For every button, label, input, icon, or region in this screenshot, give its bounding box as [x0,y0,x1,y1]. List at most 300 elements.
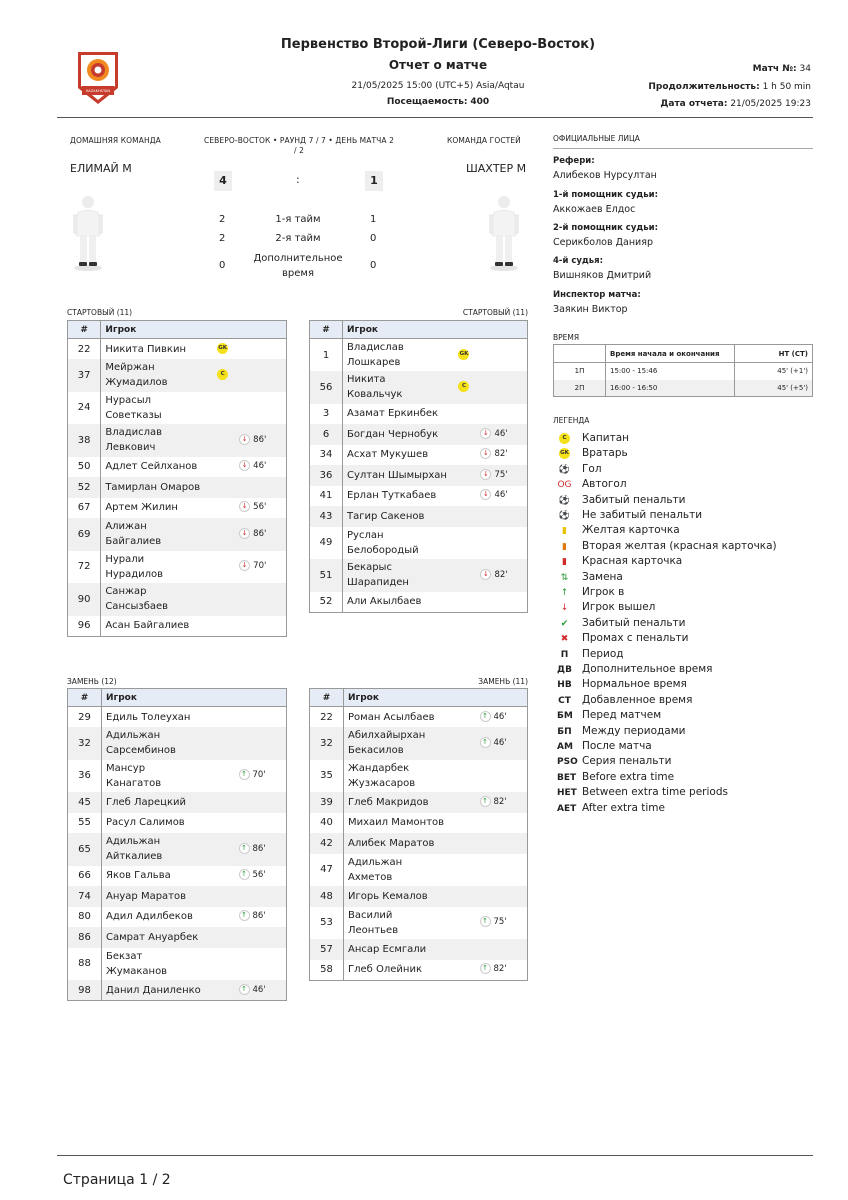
match-duration: Продолжительность: 1 h 50 min [648,82,811,92]
table-row [310,813,528,834]
legend-item [557,647,624,662]
player-in-icon: ↑ [560,588,569,598]
player-name: Яков Гальва [106,870,171,882]
legend-abbreviation: ДВ [557,665,572,675]
page-number: Страница 1 / 2 [63,1172,171,1188]
legend-item [557,616,686,631]
table-row [310,854,528,887]
player-out-icon: ↓ [239,434,250,445]
legend-abbreviation: СТ [558,695,571,706]
goalkeeper-icon: GK [458,349,469,360]
player-number: 40 [310,813,344,834]
player-number: 55 [68,813,102,834]
player-number: 34 [310,445,343,466]
away-starting-table [309,320,528,613]
player-number: 98 [68,980,102,1001]
player-out-icon: ↓ [560,603,569,614]
home-subs-label: ЗАМЕНЬ (12) [67,677,117,686]
legend-abbreviation: БП [557,726,572,737]
legend-label: Добавленное время [582,693,693,706]
legend-abbreviation: BET [557,772,577,783]
player-in-icon: ↑ [480,916,491,927]
player-number: 36 [310,465,343,486]
sub-minute: 56' [253,502,267,513]
sub-minute: 46' [494,490,508,501]
penalty-miss-icon: ✖ [560,634,569,645]
time-table [553,344,813,397]
legend-item [557,708,661,723]
sub-minute: 75' [493,917,507,928]
table-row [68,980,287,1001]
player-name: Адильжан Сарсембинов [102,727,217,760]
player-out-icon: ↓ [239,501,250,512]
legend-label: Период [582,647,624,660]
player-name: Ерлан Туткабаев [347,490,437,502]
legend-item [557,570,623,585]
home-subs-table [67,688,287,1001]
legend-label: После матча [582,740,652,752]
legend-item [557,523,680,538]
player-number: 37 [68,359,101,392]
player-name: Михаил Мамонтов [348,817,445,829]
legend-label: Промах с пенальти [582,632,689,645]
player-name: Бекзат Жумаканов [106,950,168,977]
player-name: Адильжан Ахметов [348,856,403,883]
table-row [68,727,287,760]
player-number: 3 [310,404,343,425]
officials-title: ОФИЦИАЛЬНЫЕ ЛИЦА [553,134,640,143]
player-number: 32 [68,727,102,760]
col-player-header: Игрок [101,321,287,339]
player-number: 22 [68,339,101,360]
player-number: 52 [310,592,343,613]
table-row [68,948,287,981]
table-row [68,583,287,616]
sub-minute: 70' [252,770,266,781]
table-row [68,866,287,887]
extra-time-home: 0 [219,260,226,271]
official-name-ar2: Серикболов Данияр [553,237,653,248]
player-number: 80 [68,907,102,928]
table-row [68,907,287,928]
legend-item [557,539,777,554]
table-row [68,424,287,457]
period-1-away: 1 [370,214,377,225]
player-name: Бекарыс Шарапиден [343,559,459,592]
player-name: Алижан Байгалиев [101,518,217,551]
player-in-icon: ↑ [239,843,250,854]
player-number: 35 [310,760,344,793]
player-out-icon: ↓ [239,528,250,539]
table-row [310,506,528,527]
player-number: 58 [310,960,344,981]
player-name: Глеб Ларецкий [102,792,217,813]
sub-minute: 86' [253,434,267,445]
period-1-label: 1-я тайм [275,214,321,225]
official-role-ar1: 1-й помощник судьи: [553,190,658,200]
player-in-icon: ↑ [239,769,250,780]
player-name: Расул Салимов [106,817,185,829]
player-name: Никита Пивкин [105,343,187,355]
player-number: 90 [68,583,101,616]
sub-minute: 46' [493,737,507,748]
league-logo [74,50,122,106]
player-name: Абилхайырхан Бекасилов [344,727,458,760]
table-row [310,707,528,728]
table-row [310,886,528,907]
legend-label: Красная карточка [582,555,683,568]
legend-item [557,801,665,816]
col-number-header: # [68,689,102,707]
official-role-inspector: Инспектор матча: [553,290,641,300]
player-number: 41 [310,486,343,507]
sub-minute: 82' [494,449,508,460]
player-name: Асхат Мукушев [347,449,429,461]
legend-label: Гол [582,462,602,475]
legend-abbreviation: AET [557,803,577,814]
table-row [68,359,287,392]
home-team-label: ДОМАШНЯЯ КОМАНДА [70,136,161,145]
legend-item [557,446,628,461]
player-name: Артем Жилин [105,502,178,514]
col-player-header: Игрок [343,321,528,339]
player-number: 38 [68,424,101,457]
score-separator: : [296,173,300,186]
away-subs-table [309,688,528,981]
legend-item [557,770,674,785]
legend-label: Забитый пенальти [582,493,686,506]
player-name: Тамирлан Омаров [101,477,217,498]
period-2-away: 0 [370,233,377,244]
home-player-avatar-icon [70,192,106,272]
table-row [68,760,287,793]
player-number: 88 [68,948,102,981]
attendance: Посещаемость: 400 [386,97,490,107]
player-number: 43 [310,506,343,527]
legend-label: Игрок в [582,586,625,598]
table-row [68,792,287,813]
sub-minute: 86' [253,528,267,539]
player-name: Владислав Лошкарев [347,342,404,368]
legend-label: Замена [582,570,623,583]
time-col-range: Время начала и окончания [606,345,735,363]
legend-item [557,677,687,692]
table-row [310,907,528,940]
player-in-icon: ↑ [480,796,491,807]
player-number: 56 [310,371,343,404]
goalkeeper-icon: GK [557,447,572,462]
home-starting-label: СТАРТОВЫЙ (11) [67,308,133,317]
player-name: Али Акылбаев [347,596,422,607]
legend-abbreviation: HET [557,788,577,799]
sub-minute: 56' [252,870,266,881]
sub-minute: 46' [252,984,266,995]
player-name: Санжар Сансызбаев [101,583,217,616]
official-role-ar2: 2-й помощник судьи: [553,223,658,233]
captain-icon: C [557,432,572,447]
table-row [310,760,528,793]
player-name: Алибек Маратов [344,833,458,854]
player-in-icon: ↑ [480,963,491,974]
player-number: 74 [68,886,102,907]
yellow-card-icon: ▮ [562,526,567,537]
official-name-ar1: Аккожаев Елдос [553,204,636,215]
table-row [310,592,528,613]
player-number: 52 [68,477,101,498]
official-role-fourth: 4-й судья: [553,256,604,266]
col-number-header: # [310,321,343,339]
player-in-icon: ↑ [239,869,250,880]
player-number: 22 [310,707,344,728]
table-row [310,727,528,760]
legend-label: Автогол [582,478,627,491]
player-name: Самрат Ануарбек [102,927,217,948]
officials-divider [553,148,813,149]
sub-minute: 82' [494,569,508,580]
player-name: Жандарбек Жузжасаров [348,762,416,789]
player-number: 36 [68,760,102,793]
player-number: 47 [310,854,344,887]
match-number: Матч №: 34 [752,64,811,74]
time-col-ht: HT (CT) [735,345,813,363]
player-in-icon: ↑ [480,737,491,748]
table-row [310,792,528,813]
table-row [68,392,287,425]
legend-label: Капитан [582,432,629,444]
sub-minute: 86' [252,911,266,922]
player-number: 1 [310,339,343,372]
own-goal-icon: OG [557,480,572,491]
table-row [68,551,287,584]
time-row: 1П 15:00 - 15:46 45' (+1') [554,363,813,380]
player-number: 42 [310,833,344,854]
round-info: СЕВЕРО-ВОСТОК • РАУНД 7 / 7 • ДЕНЬ МАТЧА 2 / 2 [204,136,394,155]
captain-icon: C [217,369,228,380]
table-row [310,339,528,372]
player-number: 50 [68,457,101,478]
player-name: Данил Даниленко [102,980,217,1001]
legend-item [557,431,629,446]
table-row [310,445,528,466]
legend-item [557,785,728,800]
time-title: ВРЕМЯ [553,333,580,342]
sub-minute: 70' [253,561,267,572]
home-score: 4 [214,171,232,191]
legend-label: Нормальное время [582,678,687,691]
official-name-referee: Алибеков Нурсултан [553,170,657,181]
table-row [68,833,287,866]
legend-abbreviation: НВ [557,680,572,691]
legend-abbreviation: АМ [557,742,573,752]
player-out-icon: ↓ [480,569,491,580]
player-name: Султан Шымырхан [343,465,459,486]
table-row [310,559,528,592]
player-name: Нурали Нурадилов [105,553,164,580]
player-number: 66 [68,866,102,887]
player-name: Владислав Левкович [101,424,217,457]
sub-minute: 46' [494,428,508,439]
table-row [68,813,287,834]
penalty-check-icon: ✔ [560,618,569,629]
legend-label: Забитый пенальти [582,616,686,629]
legend-item [557,600,655,615]
player-in-icon: ↑ [239,910,250,921]
player-in-icon: ↑ [480,711,491,722]
table-row [68,477,287,498]
penalty-scored-icon: ⚽ [558,495,571,506]
legend-label: Не забитый пенальти [582,509,703,521]
table-row [310,939,528,960]
player-name: Руслан Белобородый [347,529,419,556]
player-number: 51 [310,559,343,592]
extra-time-away: 0 [370,260,377,271]
header-divider [57,117,813,118]
legend-label: Before extra time [582,770,675,783]
player-number: 45 [68,792,102,813]
penalty-missed-icon: ⚽ [558,511,571,521]
legend-label: Игрок вышел [582,601,656,614]
table-row [68,339,287,360]
period-1-home: 2 [219,214,226,225]
legend-label: Между периодами [582,724,686,737]
player-name: Азамат Еркинбек [347,408,439,420]
legend-label: Серия пенальти [582,755,672,768]
table-row [68,707,287,728]
player-number: 49 [310,527,343,560]
player-number: 67 [68,498,101,519]
player-name: Игорь Кемалов [344,886,458,907]
table-row [68,518,287,551]
extra-time-label: Дополнительное время [253,253,343,279]
period-2-home: 2 [219,233,226,244]
away-team-label: КОМАНДА ГОСТЕЙ [447,136,521,145]
away-starting-label: СТАРТОВЫЙ (11) [462,308,528,317]
time-row: 2П 16:00 - 16:50 45' (+5') [554,380,813,397]
col-player-header: Игрок [344,689,528,707]
player-name: Богдан Чернобук [343,424,459,445]
player-name: Ануар Маратов [102,886,217,907]
legend-label: Вторая желтая (красная карточка) [582,539,777,552]
away-subs-label: ЗАМЕНЬ (11) [478,677,528,686]
player-name: Асан Байгалиев [105,620,190,631]
player-name: Глеб Олейник [348,964,422,975]
player-number: 72 [68,551,101,584]
legend-label: Желтая карточка [582,524,680,537]
player-number: 53 [310,907,344,940]
sub-minute: 86' [252,843,266,854]
player-name: Адлет Сейлханов [105,461,198,473]
home-team-name: ЕЛИМАЙ М [70,162,132,175]
legend-item [557,693,692,708]
away-score: 1 [365,171,383,191]
table-row [68,457,287,478]
official-name-fourth: Вишняков Дмитрий [553,270,652,281]
report-title: Первенство Второй-Лиги (Северо-Восток) [280,37,596,52]
player-name: Адил Адилбеков [106,911,193,923]
player-number: 24 [68,392,101,425]
player-name: Роман Асылбаев [348,711,435,723]
player-number: 6 [310,424,343,445]
col-player-header: Игрок [102,689,287,707]
goalkeeper-icon: GK [217,343,228,354]
player-name: Мансур Канагатов [106,762,162,789]
legend-label: After extra time [582,801,665,814]
table-row [310,833,528,854]
table-row [310,404,528,425]
second-yellow-icon: ▮ [562,541,567,552]
sub-minute: 46' [253,461,267,472]
player-in-icon: ↑ [239,984,250,995]
player-out-icon: ↓ [480,489,491,500]
player-out-icon: ↓ [239,560,250,571]
legend-item [557,662,712,677]
player-number: 57 [310,939,344,960]
report-subtitle: Отчет о матче [388,58,488,72]
legend-title: ЛЕГЕНДА [553,416,590,425]
player-name: Никита Ковальчук [343,371,459,404]
legend-item [557,754,671,769]
table-row [310,424,528,445]
goal-icon: ⚽ [558,464,571,475]
captain-icon: C [458,381,469,392]
player-out-icon: ↓ [239,460,250,471]
player-number: 86 [68,927,102,948]
player-name: Глеб Макридов [344,792,458,813]
match-datetime: 21/05/2025 15:00 (UTC+5) Asia/Aqtau [351,81,525,91]
player-name: Нурасыл Советказы [105,394,162,421]
table-row [68,498,287,519]
sub-minute: 82' [493,964,507,974]
player-out-icon: ↓ [480,428,491,439]
legend-item [557,739,652,754]
sub-minute: 46' [493,711,507,722]
report-date: Дата отчета: 21/05/2025 19:23 [660,99,811,109]
legend-item [557,724,685,739]
legend-abbreviation: БМ [557,711,573,722]
footer-divider [57,1155,813,1156]
table-row [310,371,528,404]
legend-label: Between extra time periods [582,786,728,799]
player-out-icon: ↓ [480,469,491,480]
player-number: 96 [68,616,101,637]
table-row [310,960,528,981]
legend-abbreviation: П [560,649,569,660]
svg-text:KAZAKHSTAN: KAZAKHSTAN [85,89,111,93]
table-row [310,527,528,560]
sub-minute: 75' [494,469,508,480]
legend-item [557,585,624,600]
player-number: 29 [68,707,102,728]
legend-item [557,462,602,477]
legend-item [557,554,682,569]
legend-label: Вратарь [582,447,628,460]
legend-item [557,631,688,646]
player-name: Адильжан Айткалиев [102,833,217,866]
col-number-header: # [310,689,344,707]
player-name: Едиль Толеухан [106,711,191,723]
home-starting-table [67,320,287,637]
player-number: 65 [68,833,102,866]
red-card-icon: ▮ [562,557,567,568]
period-2-label: 2-я тайм [275,233,321,244]
player-out-icon: ↓ [480,448,491,459]
legend-label: Дополнительное время [582,663,713,675]
player-number: 32 [310,727,344,760]
table-row [68,927,287,948]
player-number: 69 [68,518,101,551]
official-role-referee: Рефери: [553,156,595,166]
official-name-inspector: Заякин Виктор [553,304,628,315]
